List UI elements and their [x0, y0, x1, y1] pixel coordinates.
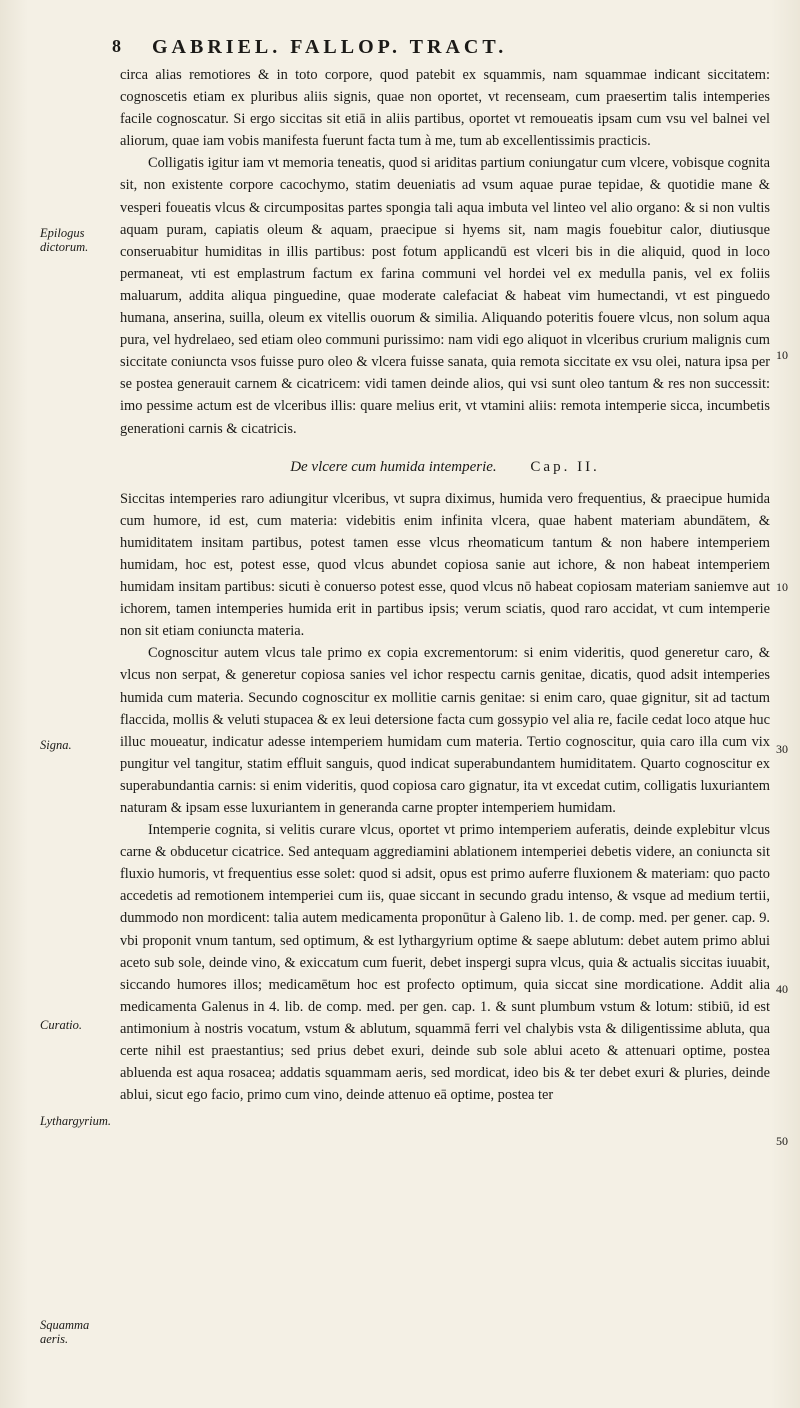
- chapter-heading: [120, 456, 770, 478]
- page-header: [112, 36, 712, 60]
- margin-note-curatio: Curatio.: [40, 1018, 83, 1032]
- paragraph: circa alias remotiores & in toto corpore, quod patebit ex squammis, nam squammae indicant siccitatem: cognoscetis etiam ex pluribus aliis signis, quae non oportet, vt recenseam, cum praesertim talis intemperies facile cognoscatur. Si ergo siccitas sit etiā in aliis partibus, oportet vt remoueatis ipsam cum vsu vel balnei vel aliorum, quae iam vobis manifesta fuerunt facta tum à me, tum ab excellentissimis practicis.: [120, 67, 770, 150]
- margin-note-lythargyrium: Lythargyrium.: [40, 1114, 112, 1128]
- paragraph: Intemperie cognita, si velitis curare vlcus, oportet vt primo intemperiem auferatis, deinde explebitur vlcus carne & obducetur cicatrice. Sed antequam aggrediamini ablationem intemperiei debetis videre, an coniuncta sit fluxio humoris, vt frequentius esse solet: quod si adsit, opus est primo auferre fluxionem & materiam: quo pacto accedetis ad remotionem intemperiei cum iis, quae siccant in secundo gradu intenso, & vsque ad medium tertii, dummodo non mordicent: talia autem medicamenta proponūtur à Galeno lib. 1. de comp. med. per gener. cap. 9. vbi proponit vnum tantum, sed optimum, & est lythargyrium optime & saepe ablutum: debet autem primo ablui aceto sub sole, deinde vino, & exiccatum cum fuerit, debet inspergi supra vlcus, quia & actualis siccitas iuuabit, siccando humores illos; medicamētum hoc est profecto optimum, quia siccat sine mordicatione. Addit alia medicamenta Galenus in 4. lib. de comp. med. per gen. cap. 1. & sunt plumbum vstum & lotum: stibiū, id est antimonium à nostris vocatum, vstum & ablutum, squammā ferri vel chalybis vsta & diligentissime abluta, qua certe nihil est praestantius; sed prius debet exuri, deinde sub sole ablui aceto & attenuari optime, postea abluenda est aqua rosacea; addatis squammam aeris, sed mordicat, ideo bis & ter debet exuri & pluries, deinde ablui, sicut ego facio, primo cum vino, deinde attenuo eā optime, postea ter: [120, 822, 770, 1104]
- chapter-label: Cap. II.: [530, 458, 600, 475]
- line-number: 10: [776, 580, 788, 594]
- line-number: 10: [776, 348, 788, 362]
- line-number: 50: [776, 1134, 788, 1148]
- margin-note-epilogus: Epilogus dictorum.: [40, 226, 89, 254]
- margin-note-squamma-aeris: Squamma aeris.: [40, 1318, 90, 1346]
- margin-note-signa: Signa.: [40, 738, 72, 752]
- body-text: [120, 64, 770, 1106]
- running-head: GABRIEL. FALLOP. TRACT.: [152, 36, 508, 58]
- line-number: 30: [776, 742, 788, 756]
- line-number: 40: [776, 982, 788, 996]
- paragraph: Colligatis igitur iam vt memoria teneatis, quod si ariditas partium coniungatur cum vlcere, vobisque cognita sit, non existente corpore cacochymo, statim deueniatis ad vsum aquae purae tepidae, & quotidie mane & vesperi foueatis vlcus & circumpositas partes spongia tali aqua imbuta vel linteo vel alio organo: & si non vultis aquam puram, capiatis oleum & aquam, praecipue si hyems sit, nam magis fouebitur calor, diutiusque conseruabitur humiditas in illis partibus: post fotum applicandū est vlceri bis in die aliquid, quod in loco permaneat, vti est emplastrum factum ex farina communi vel hordei vel ex medulla panis, vel ex foliis maluarum, addita aliqua pinguedine, quae moderate calefaciat & habeat vim humectandi, vt est pinguedo humana, anserina, suilla, oleum ex vitellis ouorum & similia. Aliquando poteritis fouere vlcus, non solum aqua pura, vel hydrelaeo, sed etiam oleo communi purissimo: nam vidi ego aliquot in vlceribus crurium malignis cum siccitate coniuncta vsos fuisse puro oleo & vlcera fuisse sanata, quia remota siccitate ex vsu olei, natura ipsa per se postea generauit carnem & cicatricem: vidi tamen deinde alios, qui vsi sunt oleo tantum & res non successit: imo pessime actum est de vlceribus illis: quare melius erit, vt vtamini aliis: remota intemperie sicca, incumbetis generationi carnis & cicatricis.: [120, 155, 770, 437]
- paragraph: Cognoscitur autem vlcus tale primo ex copia excrementorum: si enim videritis, quod generetur caro, & vlcus non serpat, & generetur copiosa sanies vel ichor respectu carnis genitae, dicatis, quod adsit intemperies humida cum materia. Secundo cognoscitur ex mollitie carnis genitae: si enim caro, quae gignitur, sit ad tactum flaccida, mollis & veluti stupacea & ex leui detersione facta cum gossypio vel alia re, facile cedat loco atque huc illuc moueatur, indicatur adesse intemperiem humidam cum materia. Tertio cognoscitur, quia caro illa cum vix pungitur vel tangitur, statim effluit sanguis, quod indicat superabundantem humiditatem. Quarto cognoscitur ex superabundantia carnis: si enim videritis, quod copiosa caro gignatur, ita vt excedat cutim, colligatis luxuriantem naturam & ipsam esse luxuriantem in generanda carne propter intemperiem humidam.: [120, 645, 770, 816]
- chapter-title: De vlcere cum humida intemperie.: [290, 458, 497, 475]
- page-number: 8: [112, 36, 121, 56]
- paragraph: Siccitas intemperies raro adiungitur vlceribus, vt supra diximus, humida vero frequentius, & praecipue humida cum humore, id est, cum materia: videbitis enim infinita vlcera, quae habent materiam abundātem, & humiditatem insitam partibus, potest tamen esse vlcus rheomaticum tantum & non habere intemperiem humidam, hoc est, potest esse, quod vlcus abundet copiosa sanie aut ichore, & non habeat intemperiem humidam insitam partibus: sicuti è conuerso potest esse, quod vlcus nō habeat copiosam materiam saniemve aut ichorem, tamen intemperies humida erit in partibus ipsis; verum sciatis, quod raro accidat, vt cum intemperie non sit etiam coniuncta materia.: [120, 490, 770, 640]
